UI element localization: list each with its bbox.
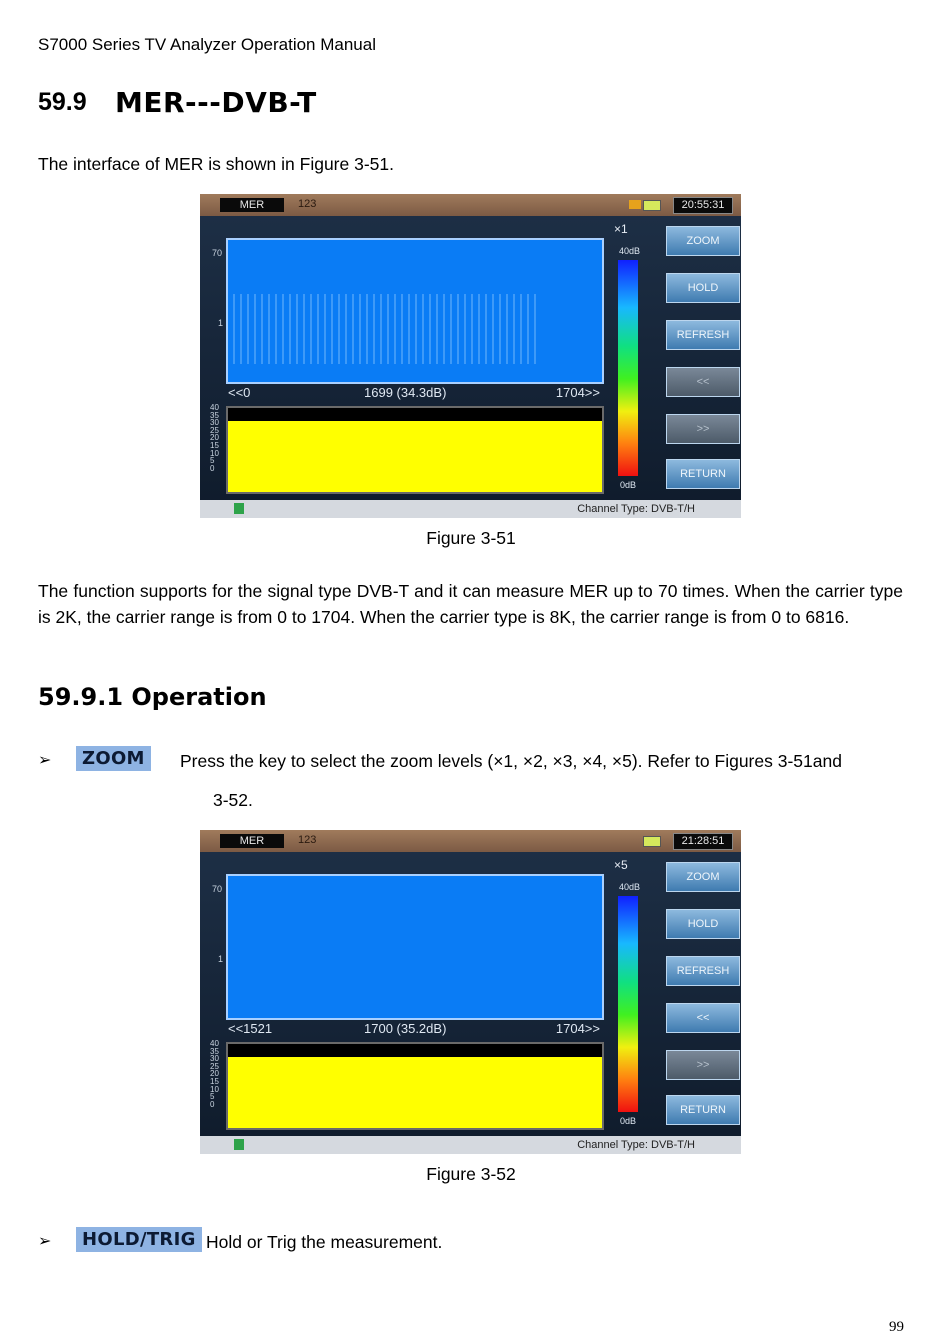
figure-3-51-screenshot — [200, 194, 741, 518]
body-paragraph: The function supports for the signal type DVB-T and it can measure MER up to 70 times. When the carrier type is 2K, the carrier range is from 0 to 1704. When the carrier type is 8K, the carrier range is from 0 to 6816. — [38, 581, 903, 627]
mer-bar-plot — [226, 406, 604, 494]
colorbar — [618, 896, 638, 1112]
zoom-description-cont: 3-52. — [213, 790, 253, 810]
status-bar — [200, 194, 741, 216]
nav-prev-label: <<0 — [228, 385, 251, 400]
next-button[interactable]: >> — [666, 414, 740, 444]
section-title: MER---DVB-T — [115, 86, 317, 119]
y-axis-top-label: 70 — [212, 884, 223, 894]
prev-button[interactable]: << — [666, 1003, 740, 1033]
zoom-description: Press the key to select the zoom levels (×1, ×2, ×3, ×4, ×5). Refer to Figures 3-51and — [180, 751, 842, 771]
zoom-button[interactable]: ZOOM — [666, 226, 740, 256]
intro-paragraph: The interface of MER is shown in Figure 3-51. — [38, 154, 394, 174]
mode-label: MER — [220, 198, 284, 212]
colorbar — [618, 260, 638, 476]
zoom-level: ×1 — [614, 222, 628, 236]
mode-label: MER — [220, 834, 284, 848]
clock: 21:28:51 — [673, 833, 733, 850]
colorbar-max-label: 40dB — [619, 882, 641, 892]
refresh-button[interactable]: REFRESH — [666, 956, 740, 986]
bar-y-axis-labels: 40 35 30 25 20 15 10 5 0 — [210, 1039, 219, 1109]
subsection-title: 59.9.1 Operation — [38, 683, 267, 711]
bullet-arrow-icon: ➢ — [38, 752, 52, 769]
nav-prev-label: <<1521 — [228, 1021, 273, 1036]
battery-icon — [643, 200, 661, 211]
figure-3-52-screenshot — [200, 830, 741, 1154]
channel-type: Channel Type: DVB-T/H — [577, 503, 695, 515]
zoom-key-badge: ZOOM — [76, 746, 151, 771]
nav-next-label: 1704>> — [555, 385, 600, 400]
nav-current-label: 1700 (35.2dB) — [364, 1021, 447, 1036]
hold-button[interactable]: HOLD — [666, 909, 740, 939]
bottom-status-bar — [200, 500, 741, 518]
channel-number: 123 — [298, 198, 317, 210]
y-axis-top-label: 70 — [212, 248, 223, 258]
y-axis-mid-label: 1 — [218, 954, 224, 964]
bottom-status-bar — [200, 1136, 741, 1154]
refresh-button[interactable]: REFRESH — [666, 320, 740, 350]
scatter-noise — [226, 294, 536, 364]
running-header: S7000 Series TV Analyzer Operation Manual — [38, 35, 376, 54]
y-axis-mid-label: 1 — [218, 318, 224, 328]
bar-y-axis-labels: 40 35 30 25 20 15 10 5 0 — [210, 403, 219, 473]
page-number: 99 — [889, 1319, 904, 1335]
zoom-level: ×5 — [614, 858, 628, 872]
hold-button[interactable]: HOLD — [666, 273, 740, 303]
nav-current-label: 1699 (34.3dB) — [364, 385, 447, 400]
bullet-arrow-icon: ➢ — [38, 1233, 52, 1250]
status-bar — [200, 830, 741, 852]
colorbar-min-label: 0dB — [620, 1116, 637, 1126]
figure-3-52-caption: Figure 3-52 — [426, 1164, 516, 1184]
channel-number: 123 — [298, 834, 317, 846]
prev-button[interactable]: << — [666, 367, 740, 397]
nav-next-label: 1704>> — [555, 1021, 600, 1036]
mer-bar-fill — [228, 421, 602, 492]
colorbar-min-label: 0dB — [620, 480, 637, 490]
next-button[interactable]: >> — [666, 1050, 740, 1080]
channel-type: Channel Type: DVB-T/H — [577, 1139, 695, 1151]
lock-icon — [234, 1139, 244, 1150]
mer-bar-fill — [228, 1057, 602, 1128]
signal-icon — [629, 200, 641, 209]
mer-scatter-plot — [226, 874, 604, 1020]
lock-icon — [234, 503, 244, 514]
mer-bar-plot — [226, 1042, 604, 1130]
zoom-button[interactable]: ZOOM — [666, 862, 740, 892]
return-button[interactable]: RETURN — [666, 459, 740, 489]
hold-trig-description: Hold or Trig the measurement. — [206, 1232, 443, 1252]
colorbar-max-label: 40dB — [619, 246, 641, 256]
figure-3-51-caption: Figure 3-51 — [426, 528, 516, 548]
hold-trig-key-badge: HOLD/TRIG — [76, 1227, 202, 1252]
section-number: 59.9 — [38, 88, 87, 116]
return-button[interactable]: RETURN — [666, 1095, 740, 1125]
battery-icon — [643, 836, 661, 847]
clock: 20:55:31 — [673, 197, 733, 214]
